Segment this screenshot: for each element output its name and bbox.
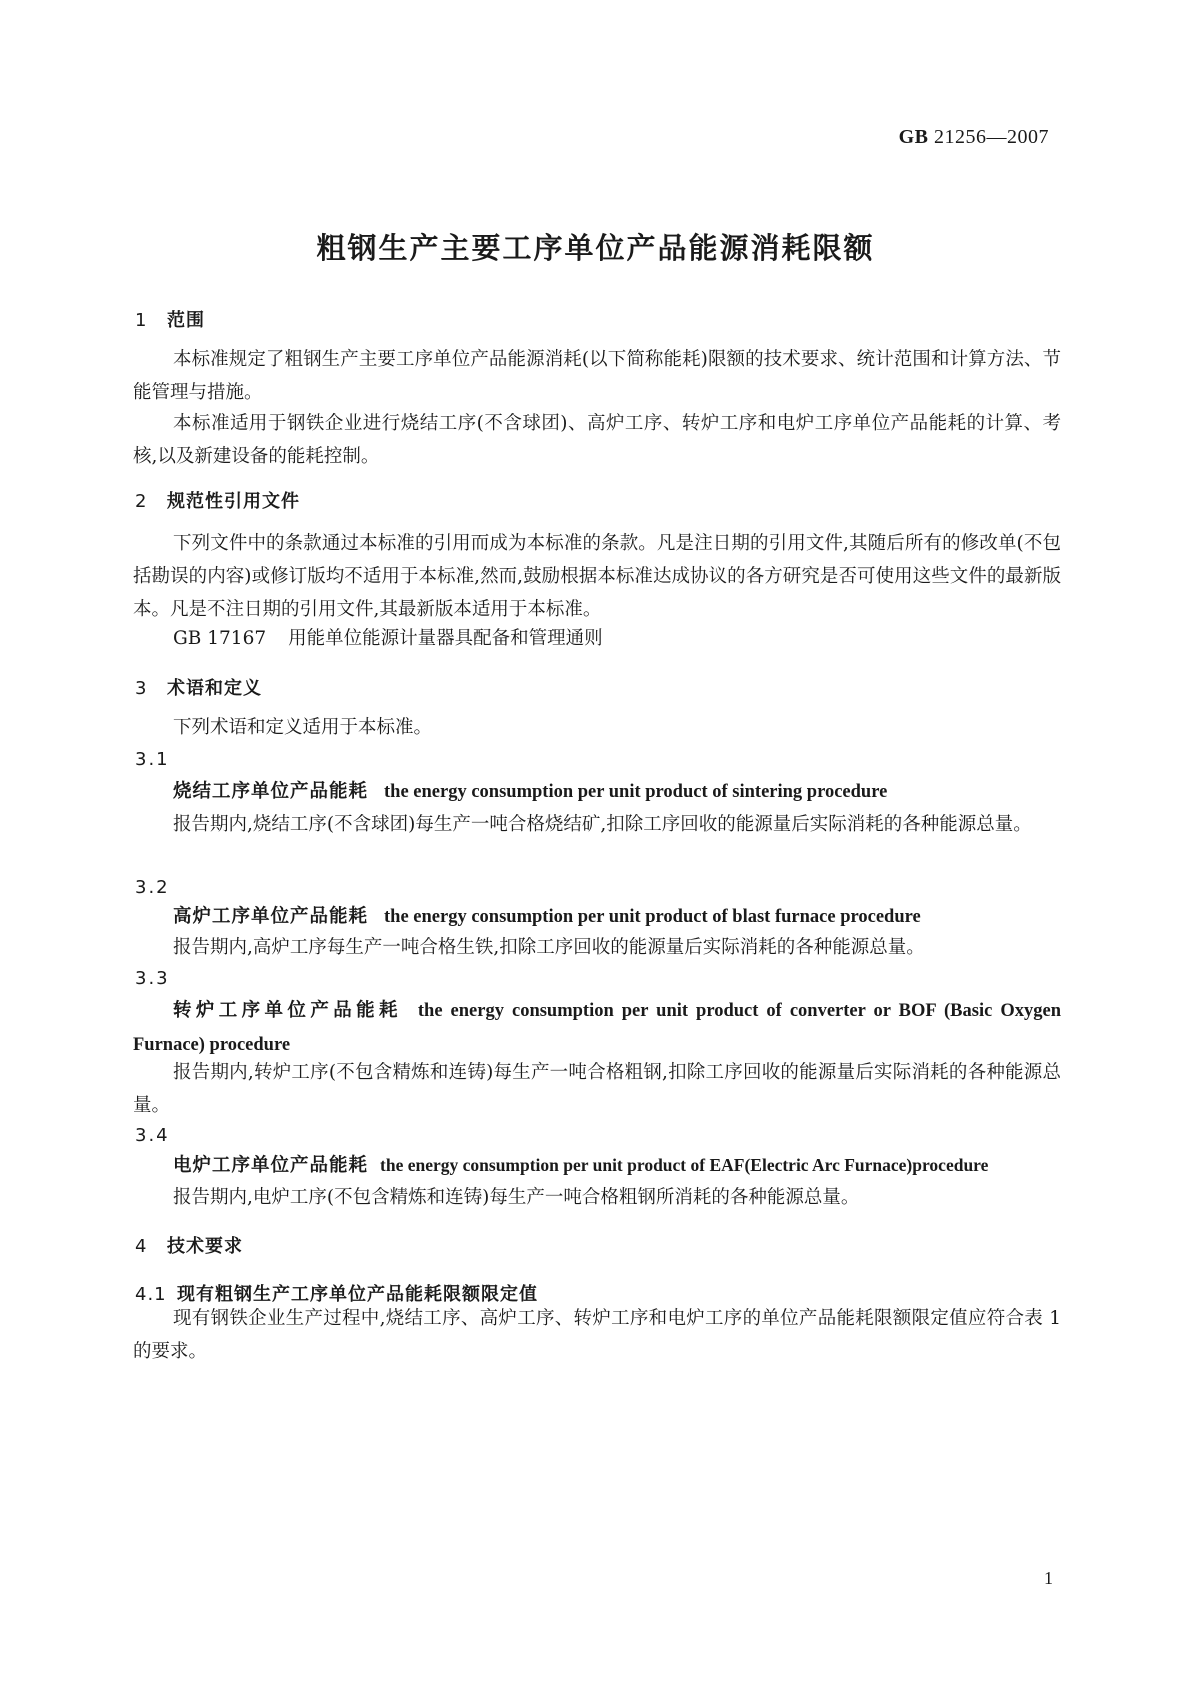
term-chinese: 烧结工序单位产品能耗 [173,781,369,802]
standard-code: GB 21256—2007 [898,126,1049,148]
document-title: 粗钢生产主要工序单位产品能源消耗限额 [316,231,875,265]
page-number: 1 [1044,1568,1053,1588]
clause-number: 3.4 [135,1125,170,1146]
section-1-paragraph-1: 本标准规定了粗钢生产主要工序单位产品能源消耗(以下简称能耗)限额的技术要求、统计范围和计算方法、节能管理与措施。 [133,349,1061,403]
term-entry [133,994,1061,1062]
subsection-4-1-paragraph: 现有钢铁企业生产过程中,烧结工序、高炉工序、转炉工序和电炉工序的单位产品能耗限额限定值应符合表 1 的要求。 [133,1308,1061,1362]
subsection-4-1-heading: 4.1 现有粗钢生产工序单位产品能耗限额限定值 [135,1284,538,1305]
section-2-heading: 2 规范性引用文件 [135,491,300,512]
clause-number: 3.2 [135,877,170,898]
term-entry [133,1149,1061,1182]
term-english: the energy consumption per unit product of EAF(Electric Arc Furnace)procedure [380,1155,989,1175]
term-chinese: 电炉工序单位产品能耗 [173,1155,369,1176]
term-entry [133,775,1061,809]
term-chinese: 高炉工序单位产品能耗 [173,906,369,927]
section-4-heading: 4 技术要求 [135,1236,243,1257]
term-english: the energy consumption per unit product of converter or BOF (Basic Oxygen Furnace) procedure [133,1001,1061,1055]
section-3-intro: 下列术语和定义适用于本标准。 [173,717,433,738]
term-definition: 报告期内,烧结工序(不含球团)每生产一吨合格烧结矿,扣除工序回收的能源量后实际消耗的各种能源总量。 [173,814,1032,835]
term-definition: 报告期内,转炉工序(不包含精炼和连铸)每生产一吨合格粗钢,扣除工序回收的能源量后实际消耗的各种能源总量。 [133,1062,1061,1116]
term-chinese: 转炉工序单位产品能耗 [173,1000,402,1021]
term-english: the energy consumption per unit product of sintering procedure [384,782,888,802]
term-definition: 报告期内,电炉工序(不包含精炼和连铸)每生产一吨合格粗钢所消耗的各种能源总量。 [173,1187,860,1208]
reference-code: GB 17167 [173,628,267,649]
section-3-heading: 3 术语和定义 [135,678,262,699]
section-2-paragraph-1: 下列文件中的条款通过本标准的引用而成为本标准的条款。凡是注日期的引用文件,其随后所有的修改单(不包括勘误的内容)或修订版均不适用于本标准,然而,鼓励根据本标准达成协议的各方研究是否可使用这些文件的最新版本。凡是不注日期的引用文件,其最新版本适用于本标准。 [133,533,1061,620]
section-1-paragraph-2: 本标准适用于钢铁企业进行烧结工序(不含球团)、高炉工序、转炉工序和电炉工序单位产品能耗的计算、考核,以及新建设备的能耗控制。 [133,413,1061,467]
section-1-heading: 1 范围 [135,310,205,331]
clause-number: 3.1 [135,749,170,770]
term-english: the energy consumption per unit product of blast furnace procedure [384,907,921,927]
normative-reference [133,622,1061,655]
clause-number: 3.3 [135,968,170,989]
term-entry [133,900,1061,934]
reference-title: 用能单位能源计量器具配备和管理通则 [288,628,603,649]
term-definition: 报告期内,高炉工序每生产一吨合格生铁,扣除工序回收的能源量后实际消耗的各种能源总量。 [173,937,925,958]
